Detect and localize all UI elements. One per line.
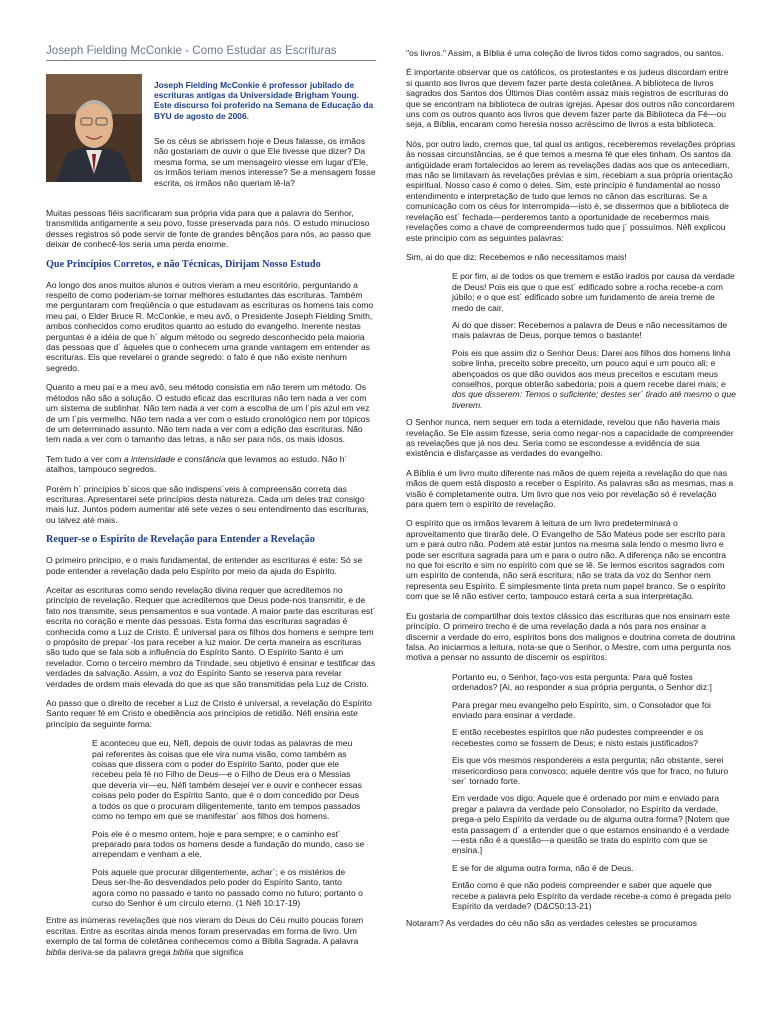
section-heading: Que Princípios Corretos, e não Técnicas, Dirijam Nosso Estudo	[46, 258, 321, 270]
paragraph: Se os céus se abrissem hoje e Deus falasse, os irmãos não gostariam de ouvir o que Ele tivesse que dizer? Da mesma forma, se um mensageiro viesse em lugar d'Ele, os irmãos teriam menos interesse? Se a mensagem fosse escrita, os irmãos não queriam lê-la?	[154, 136, 376, 188]
quote-paragraph: Ai do que disser: Recebemos a palavra de Deus e não necessitamos de mais palavras de Deus, porque temos o bastante!	[452, 319, 728, 341]
paragraph: Tem tudo a ver com a intensidade e constância que levamos ao estudo. Não h´ atalhos, tampouco segredos.	[46, 453, 348, 475]
scripture-quote	[452, 672, 736, 912]
paragraph: É importante observar que os católicos, os protestantes e os judeus discordam entre si quanto aos livros que devem fazer parte desta coletânea. A biblioteca de livros sagrados dos Santos dos Últimos Dias contém assaz mais registros de escrituras do que se encontram na biblioteca de outras igrejas. Apesar dos outros não concordarem uns com os outros quanto aos livros que devem fazer parte da Biblioteca da Fé—ou seja, a Bíblia, encaram como heresia nosso acréscimo de livros a esta biblioteca.	[406, 67, 735, 130]
paragraph: Notaram? As verdades do céu não são as verdades celestes se procuramos	[406, 918, 697, 929]
quote-paragraph: Eis que vós mesmos respondereis a esta pergunta; não obstante, serei misericordioso para convosco; aquele dentre vós que for fraco, no futuro ser´ tornado forte.	[452, 755, 729, 786]
left-body	[46, 208, 376, 966]
right-column	[406, 48, 736, 938]
paragraph: Muitas pessoas fiéis sacrificaram sua própria vida para que a palavra do Senhor, transmitida antigamente a seu povo, fosse preservada para nós. O estudo minucioso desses registros só pode servir de fonte de grandes bênçãos para nós, ao passo que deixar de conhecê-los seria uma perda enorme.	[46, 208, 371, 250]
paragraph: A Bíblia é um livro muito diferente nas mãos de quem rejeita a revelação do que nas mãos de quem está disposto a receber o Espírito. As palavras são as mesmas, mas a visão é completamente outra. Um livro que nos veio por revelação só é revelação para quem tem o espírito de revelação.	[406, 467, 734, 510]
paragraph: Entre as inúmeras revelações que nos vieram do Deus do Céu muito poucas foram escritas. Entre as escritas ainda menos foram preservadas em forma de livro. Um exemplo de tal forma de coletânea conhecemos como a Bíblia Sagrada. A palavra biblia deriva-se da palavra grega biblia que significa	[46, 915, 364, 957]
quote-paragraph: E aconteceu que eu, Néfi, depois de ouvir todas as palavras de meu pai referentes às coisas que ele vira numa visão, como também as coisas que dissera com o poder do Espírito Santo, poder que ele recebeu pela fé no Filho de Deus—e o Filho de Deus era o Messias que deveria vir—eu, Néfi também desejei ver e ouvir e conhecer essas coisas pelo poder do Espírito Santo, que é o dom concedido por Deus a todos os que o procuram diligentemente, tanto em tempos passados como no tempo em que se manifestar´ aos filhos dos homens.	[92, 738, 362, 822]
quote-paragraph: E então recebestes espíritos que não pudestes compreender e os recebestes como se fossem de Deus; e nisto estais justificados?	[452, 727, 704, 748]
paragraph: Porém h´ princípios b´sicos que são indispens´veis à compreensão correta das escrituras. Apresentarei sete princípios desta natureza. Cada um deles traz consigo mais luz. Juntos podem aumentar até sete vezes o seu entendimento das escrituras, ou talvez até mais.	[46, 483, 369, 525]
paragraph: O Senhor nunca, nem sequer em toda a eternidade, revelou que não haveria mais revelação. Se Ele assim fizesse, seria como negar-nos a capacidade de compreender as revelações que já nos deu. Seria como se escondesse a evidência de sua existência e disfarçasse as verdades do evangelho.	[406, 417, 734, 459]
quote-paragraph: Então como é que não podeis compreender e saber que aquele que recebe a palavra pelo Espírito da verdade recebe-a como é pregada pelo Espírito da verdade? (D&C50:13-21)	[452, 880, 731, 912]
emphasis: e dos que disserem: Temos o suficiente; destes ser´ tirado até mesmo o que tiverem.	[452, 378, 736, 410]
quote-paragraph: E se for de alguma outra forma, não é de Deus.	[452, 862, 634, 873]
quote-paragraph: Em verdade vos digo: Aquele que é ordenado por mim e enviado para pregar a palavra da verdade pelo Consolador, no Espírito da verdade, prega-a pelo Espírito da verdade ou de alguma outra forma? [Notem que esta passagem d´ a entender que o que estamos ensinando é a verdade—esta não é a questão—a questão se trata do espírito com que se ensina.]	[452, 793, 730, 856]
quote-paragraph: E por fim, ai de todos os que tremem e estão irados por causa da verdade de Deus! Pois eis que o que est´ edificado sobre a rocha recebe-a com júbilo; e o que est´ edificado sobre um fundamento de areia treme de medo de cair.	[452, 271, 735, 313]
quote-paragraph: Para pregar meu evangelho pelo Espírito, sim, o Consolador que foi enviado para ensinar a verdade.	[452, 699, 711, 720]
scripture-quote	[92, 738, 366, 908]
emphasis: biblia	[173, 946, 194, 957]
paragraph: O primeiro princípio, e o mais fundamental, de entender as escrituras é este: Só se pode entender a revelação dada pelo Espírito por meio da ajuda do Espírito.	[46, 555, 363, 576]
paragraph: "os livros." Assim, a Bíblia é uma coleção de livros tidos como sagrados, ou santos.	[406, 48, 724, 58]
right-body	[406, 48, 736, 929]
quote-paragraph: Pois aquele que procurar diligentemente, achar´; e os mistérios de Deus ser-lhe-ão desvendados pelo poder do Espírito Santo, tanto agora como no passado e tanto no passado como no futuro; portanto o curso do Senhor é um círculo eterno. (1 Néfi 10:17-19)	[92, 866, 363, 908]
author-intro: Joseph Fielding McConkie é professor jubilado de escrituras antigas da Universidade Brigham Young. Este discurso foi proferido na Semana de Educação da BYU de agosto de 2006.	[154, 80, 374, 121]
emphasis: biblia	[46, 946, 67, 957]
quote-paragraph: Pois ele é o mesmo ontem, hoje e para sempre; e o caminho est´ preparado para todos os homens desde a fundação do mundo, caso se arrependam e venham a ele.	[92, 828, 365, 860]
page-title: Joseph Fielding McConkie - Como Estudar as Escrituras	[46, 44, 376, 61]
paragraph: Ao longo dos anos muitos alunos e outros vieram a meu escritório, perguntando a respeito de como poderiam-se tornar melhores estudantes das escrituras. Também me perguntaram com freqüência o que estudavam as escrituras os homens tais como meu pai, o Elder Bruce R. McConkie, e meu avô, o Presidente Joseph Fielding Smith, ambos conhecidos como eruditos quanto ao estudo do evangelho. Inerente nestas perguntas é a idéia de que h´ algum método ou segredo desconhecido pela maioria das pessoas que d´ àqueles que o conhecem uma grande vantagem em entender as escrituras. Eis que revelarei o grande segredo: o fato é que não existe nenhum segredo.	[46, 279, 374, 373]
section-heading: Requer-se o Espírito de Revelação para Entender a Revelação	[46, 534, 315, 546]
paragraph: Ao passo que o direito de receber a Luz de Cristo é universal, a revelação do Espírito Santo requer fé em Cristo e obediência aos princípios de retidão. Néfi ensina este princípio da seguinte forma:	[46, 698, 372, 729]
quote-paragraph: Pois eis que assim diz o Senhor Deus: Darei aos filhos dos homens linha sobre linha, preceito sobre preceito, um pouco aqui e um pouco ali; e abençoados os que dão ouvidos aos meus preceitos e escutam meus conselhos, porque obterão sabedoria; pois a quem recebe darei mais; e dos que disserem: Temos o suficiente; destes ser´ tirado até mesmo o que tiverem.	[452, 347, 736, 410]
paragraph: Quanto a meu pai e a meu avô, seu método consistia em não terem um método. Os métodos não são a solução. O estudo eficaz das escrituras não tem nada a ver com um sistema de sublinhar. Não tem nada a ver com a escolha de um l´pis azul em vez de um l´pis vermelho. Não tem nada a ver com o estudo cronológico nem por tópicos de um determinado assunto. Não tem nada a ver com a edição das escrituras. Não tem nada a ver com o tamanho das letras, a não ser para nós, os mais idosos.	[46, 382, 370, 445]
paragraph: Eu gostaria de compartilhar dois textos clássico das escrituras que nos ensinam este princípio. O primeiro trecho é de uma revelação dada a nós para nos ensinar a discernir a verdade do erro, espíritos bons dos malignos e doutrina correta de doutrina falsa. Ao iniciarmos a leitura, nota-se que o Senhor, o Mestre, com uma pergunta nos motiva a pensar no assunto de discernir os espíritos:	[406, 610, 736, 663]
opening-question	[154, 136, 376, 197]
paragraph: Sim, ai do que diz: Recebemos e não necessitamos mais!	[406, 251, 627, 262]
author-photo	[46, 74, 142, 182]
emphasis: a intensidade e constância	[123, 453, 226, 464]
paragraph: O espírito que os irmãos levarem à leitura de um livro predeterminará o aproveitamento que tirarão dele. O Evangelho de São Mateus pode ser escrito para um e para outro não. Podem até estar juntos na mesma sala lendo o mesmo livro e pode ser escritura sagrada para um e para o outro não. A diferença não se encontra no que foi escrito e sim no espírito com que se lê. Se lermos escritos sagrados com um espírito de contenda, não será escritura; não se trata da voz do Senhor nem representa seu Espírito. É simplesmente tinta preta num papel branco. Se o espírito com que se lê não estiver certo, tampouco estará certa a sua interpretação.	[406, 518, 727, 602]
scripture-quote	[452, 271, 736, 410]
paragraph: Aceitar as escrituras como sendo revelação divina requer que acreditemos no princípio de revelação. Requer que acreditemos que Deus pode-nos transmitir, e de fato nos transmite, seus pensamentos e sua vontade. A maior parte das escrituras est´ escrita no coração e mente das pessoas. Esta forma das escrituras sagradas é conhecida como a Luz de Cristo. É universal para os filhos dos homens e sempre tem o propósito de prepar´-los para receber a luz maior. De certa maneira as escrituras são tudo que se fala sob a influência do Espírito Santo. O Espírito Santo é um revelador. Como o terceiro membro da Trindade, seu objetivo é ensinar e testificar das verdades da salvação. Assim, a voz do Espírito Santo se reserva para revelar verdades de ordem mais elevada do que as que são transmitidas pela Luz de Cristo.	[46, 584, 376, 689]
paragraph: Nós, por outro lado, cremos que, tal qual os antigos, receberemos revelações próprias às nossas circunstâncias, se é que temos a mesma fé que eles tinham. Os santos da antigüidade eram fortalecidos ao lerem as revelações dadas aos que os antecediam, mas não se limitavam às revelações prévias e sim, recebiam a sua própria orientação espiritual. Nosso caso é como o deles. Sim, este princípio é fundamental ao nosso entendimento e interpretação de tudo que lemos no cânon das escrituras. Se a comunicação com os céus for interrompida—isto é, se dissermos que a biblioteca de revelação est´ fechada—perderemos tanto a oportunidade de recebermos mais revelações como a chave de compreendermos tudo que j´ possuímos. Néfi explicou este princípio com as seguintes palavras:	[406, 138, 736, 243]
quote-paragraph: Portanto eu, o Senhor, faço-vos esta pergunta: Para quê fostes ordenados? [Ai, ao responder a sua própria pergunta, o Senhor diz:]	[452, 671, 712, 693]
